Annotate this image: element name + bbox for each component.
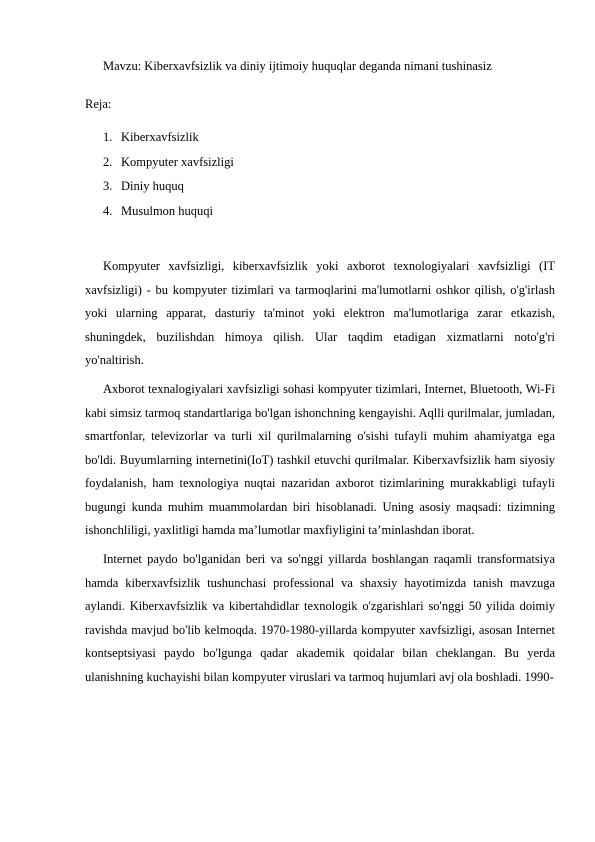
plan-heading: Reja: — [85, 97, 112, 111]
body-paragraph: Axborot texnalogiyalari xavfsizligi sohasi kompyuter tizimlari, Internet, Bluetooth, Wi-Fi kabi simsiz tarmoq standartlariga bo'lgan ishonchning kengayishi. Aqlli qurilmalar, jumladan, smartfonlar, televizorlar va turli xil qurilmalarning o'sishi tufayli muhim ahamiyatga ega bo'ldi. Buyumlarning internetini(IoT) tashkil etuvchi qurilmalar. Kiberxavfsizlik ham siyosiy foydalanish, ham texnologiya nuqtai nazaridan axborot tizimlarining murakkabligi tufayli bugungi kunda muhim muammolardan biri hisoblanadi. Uning asosiy maqsadi: tizimning ishonchliligi, yaxlitligi hamda maʼlumotlar maxfiyligini taʼminlashdan iborat. — [85, 382, 555, 537]
body-paragraph: Kompyuter xavfsizligi, kiberxavfsizlik yoki axborot texnologiyalari xavfsizligi (IT xavfsizligi) - bu kompyuter tizimlari va tarmoqlarini ma'lumotlarni oshkor qilish, o'g'irlash yoki ularning apparat, dasturiy ta'minot yoki elektron ma'lumotlariga zarar etkazish, shuningdek, buzilishdan himoya qilish. Ular taqdim etadigan xizmatlarni noto'g'ri yo'naltirish. — [85, 259, 555, 367]
plan-item-number: 4. — [103, 203, 113, 218]
plan-item — [103, 129, 234, 154]
plan-item — [103, 154, 234, 179]
document-title: Mavzu: Kiberxavfsizlik va diniy ijtimoiy huquqlar deganda nimani tushinasiz — [103, 59, 492, 73]
plan-list — [103, 129, 234, 227]
plan-item — [103, 203, 234, 228]
document-body — [85, 255, 555, 695]
plan-item-text: Kompyuter xavfsizligi — [121, 154, 234, 169]
plan-item-text: Musulmon huquqi — [121, 203, 214, 218]
plan-item — [103, 178, 234, 203]
plan-item-number: 1. — [103, 130, 113, 144]
plan-item-text: Diniy huquq — [121, 179, 184, 193]
plan-item-number: 2. — [103, 154, 113, 169]
plan-item-text: Kiberxavfsizlik — [121, 130, 199, 144]
body-paragraph: Internet paydo bo'lganidan beri va so'nggi yillarda boshlangan raqamli transformatsiya hamda kiberxavfsizlik tushunchasi professional va shaxsiy hayotimizda tanish mavzuga aylandi. Kiberxavfsizlik va kibertahdidlar texnologik o'zgarishlari so'nggi 50 yilida doimiy ravishda mavjud bo'lib kelmoqda. 1970-1980-yillarda kompyuter xavfsizligi, asosan Internet kontseptsiyasi paydo bo'lgunga qadar akademik qoidalar bilan cheklangan. Bu yerda ulanishning kuchayishi bilan kompyuter viruslari va tarmoq hujumlari avj ola boshladi. 1990- — [85, 552, 555, 684]
plan-item-number: 3. — [103, 179, 113, 193]
